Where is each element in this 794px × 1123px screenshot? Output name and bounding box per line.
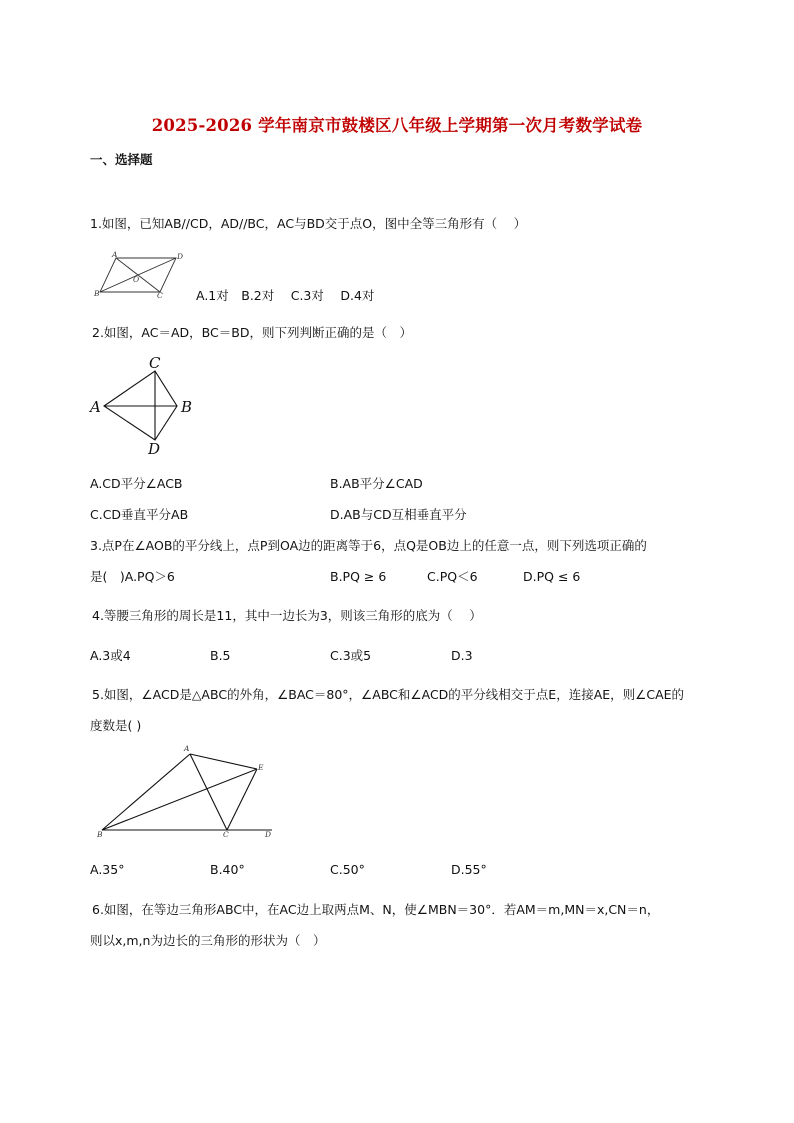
q5-line2: 度数是( ) bbox=[90, 718, 142, 733]
q5-line1: 5.如图，∠ACD是△ABC的外角，∠BAC＝80°，∠ABC和∠ACD的平分线相交于点E，连接AE，则∠CAE的 bbox=[92, 687, 685, 702]
q2-option-a: A.CD平分∠ACB bbox=[90, 476, 183, 491]
q2-figure bbox=[88, 354, 203, 458]
q5-label-a: A bbox=[184, 744, 190, 753]
q2-label-d: D bbox=[148, 440, 161, 458]
q6-line1: 6.如图，在等边三角形ABC中，在AC边上取两点M、N，使∠MBN＝30°．若AM＝m,MN＝x,CN＝n， bbox=[92, 902, 660, 917]
section-heading: 一、选择题 bbox=[90, 152, 153, 167]
q5-option-c: C.50° bbox=[330, 862, 365, 877]
q3-line2-option-a: 是( )A.PQ＞6 bbox=[90, 569, 175, 584]
q4-option-c: C.3或5 bbox=[330, 648, 372, 663]
q5-option-a: A.35° bbox=[90, 862, 125, 877]
q2-label-c: C bbox=[149, 354, 161, 372]
q1-label-b: B bbox=[94, 289, 100, 298]
q2-label-b: B bbox=[181, 398, 193, 416]
q1-label-o: O bbox=[133, 275, 140, 284]
q6-line2: 则以x,m,n为边长的三角形的形状为（ ） bbox=[90, 933, 326, 948]
q5-segment-ba bbox=[102, 754, 190, 830]
q3-line1: 3.点P在∠AOB的平分线上，点P到OA边的距离等于6，点Q是OB边上的任意一点，则下列选项正确的 bbox=[90, 538, 647, 553]
q4-option-d: D.3 bbox=[451, 648, 473, 663]
q2-label-a: A bbox=[90, 398, 101, 416]
q5-segment-ce bbox=[227, 769, 257, 830]
q1-label-c: C bbox=[157, 291, 163, 300]
q5-label-b: B bbox=[97, 830, 103, 839]
q5-label-c: C bbox=[223, 830, 229, 839]
q5-option-d: D.55° bbox=[451, 862, 487, 877]
q5-segment-be bbox=[102, 769, 257, 830]
q2-option-c: C.CD垂直平分AB bbox=[90, 507, 189, 522]
q5-segment-ac bbox=[190, 754, 227, 830]
q5-label-d: D bbox=[265, 830, 272, 839]
q3-option-d: D.PQ ≤ 6 bbox=[523, 569, 581, 584]
q4-option-a: A.3或4 bbox=[90, 648, 131, 663]
q1-figure bbox=[90, 250, 200, 302]
q2-stem: 2.如图，AC＝AD，BC＝BD，则下列判断正确的是（ ） bbox=[92, 325, 412, 340]
q4-option-b: B.5 bbox=[210, 648, 231, 663]
q3-option-c: C.PQ＜6 bbox=[427, 569, 478, 584]
q3-option-b: B.PQ ≥ 6 bbox=[330, 569, 387, 584]
q1-label-d: D bbox=[177, 252, 184, 261]
q2-option-d: D.AB与CD互相垂直平分 bbox=[330, 507, 467, 522]
q5-segment-ae bbox=[190, 754, 257, 769]
q2-option-b: B.AB平分∠CAD bbox=[330, 476, 423, 491]
q4-stem: 4.等腰三角形的周长是11，其中一边长为3，则该三角形的底为（ ） bbox=[92, 608, 482, 623]
page-title: 2025-2026 学年南京市鼓楼区八年级上学期第一次月考数学试卷 bbox=[151, 116, 643, 135]
q1-stem: 1.如图，已知AB//CD，AD//BC，AC与BD交于点O，图中全等三角形有（ ） bbox=[90, 216, 527, 231]
q1-label-a: A bbox=[112, 250, 118, 259]
q5-figure bbox=[92, 742, 282, 838]
q5-option-b: B.40° bbox=[210, 862, 245, 877]
q1-options: A.1对 B.2对 C.3对 D.4对 bbox=[196, 288, 375, 303]
q5-label-e: E bbox=[258, 763, 264, 772]
